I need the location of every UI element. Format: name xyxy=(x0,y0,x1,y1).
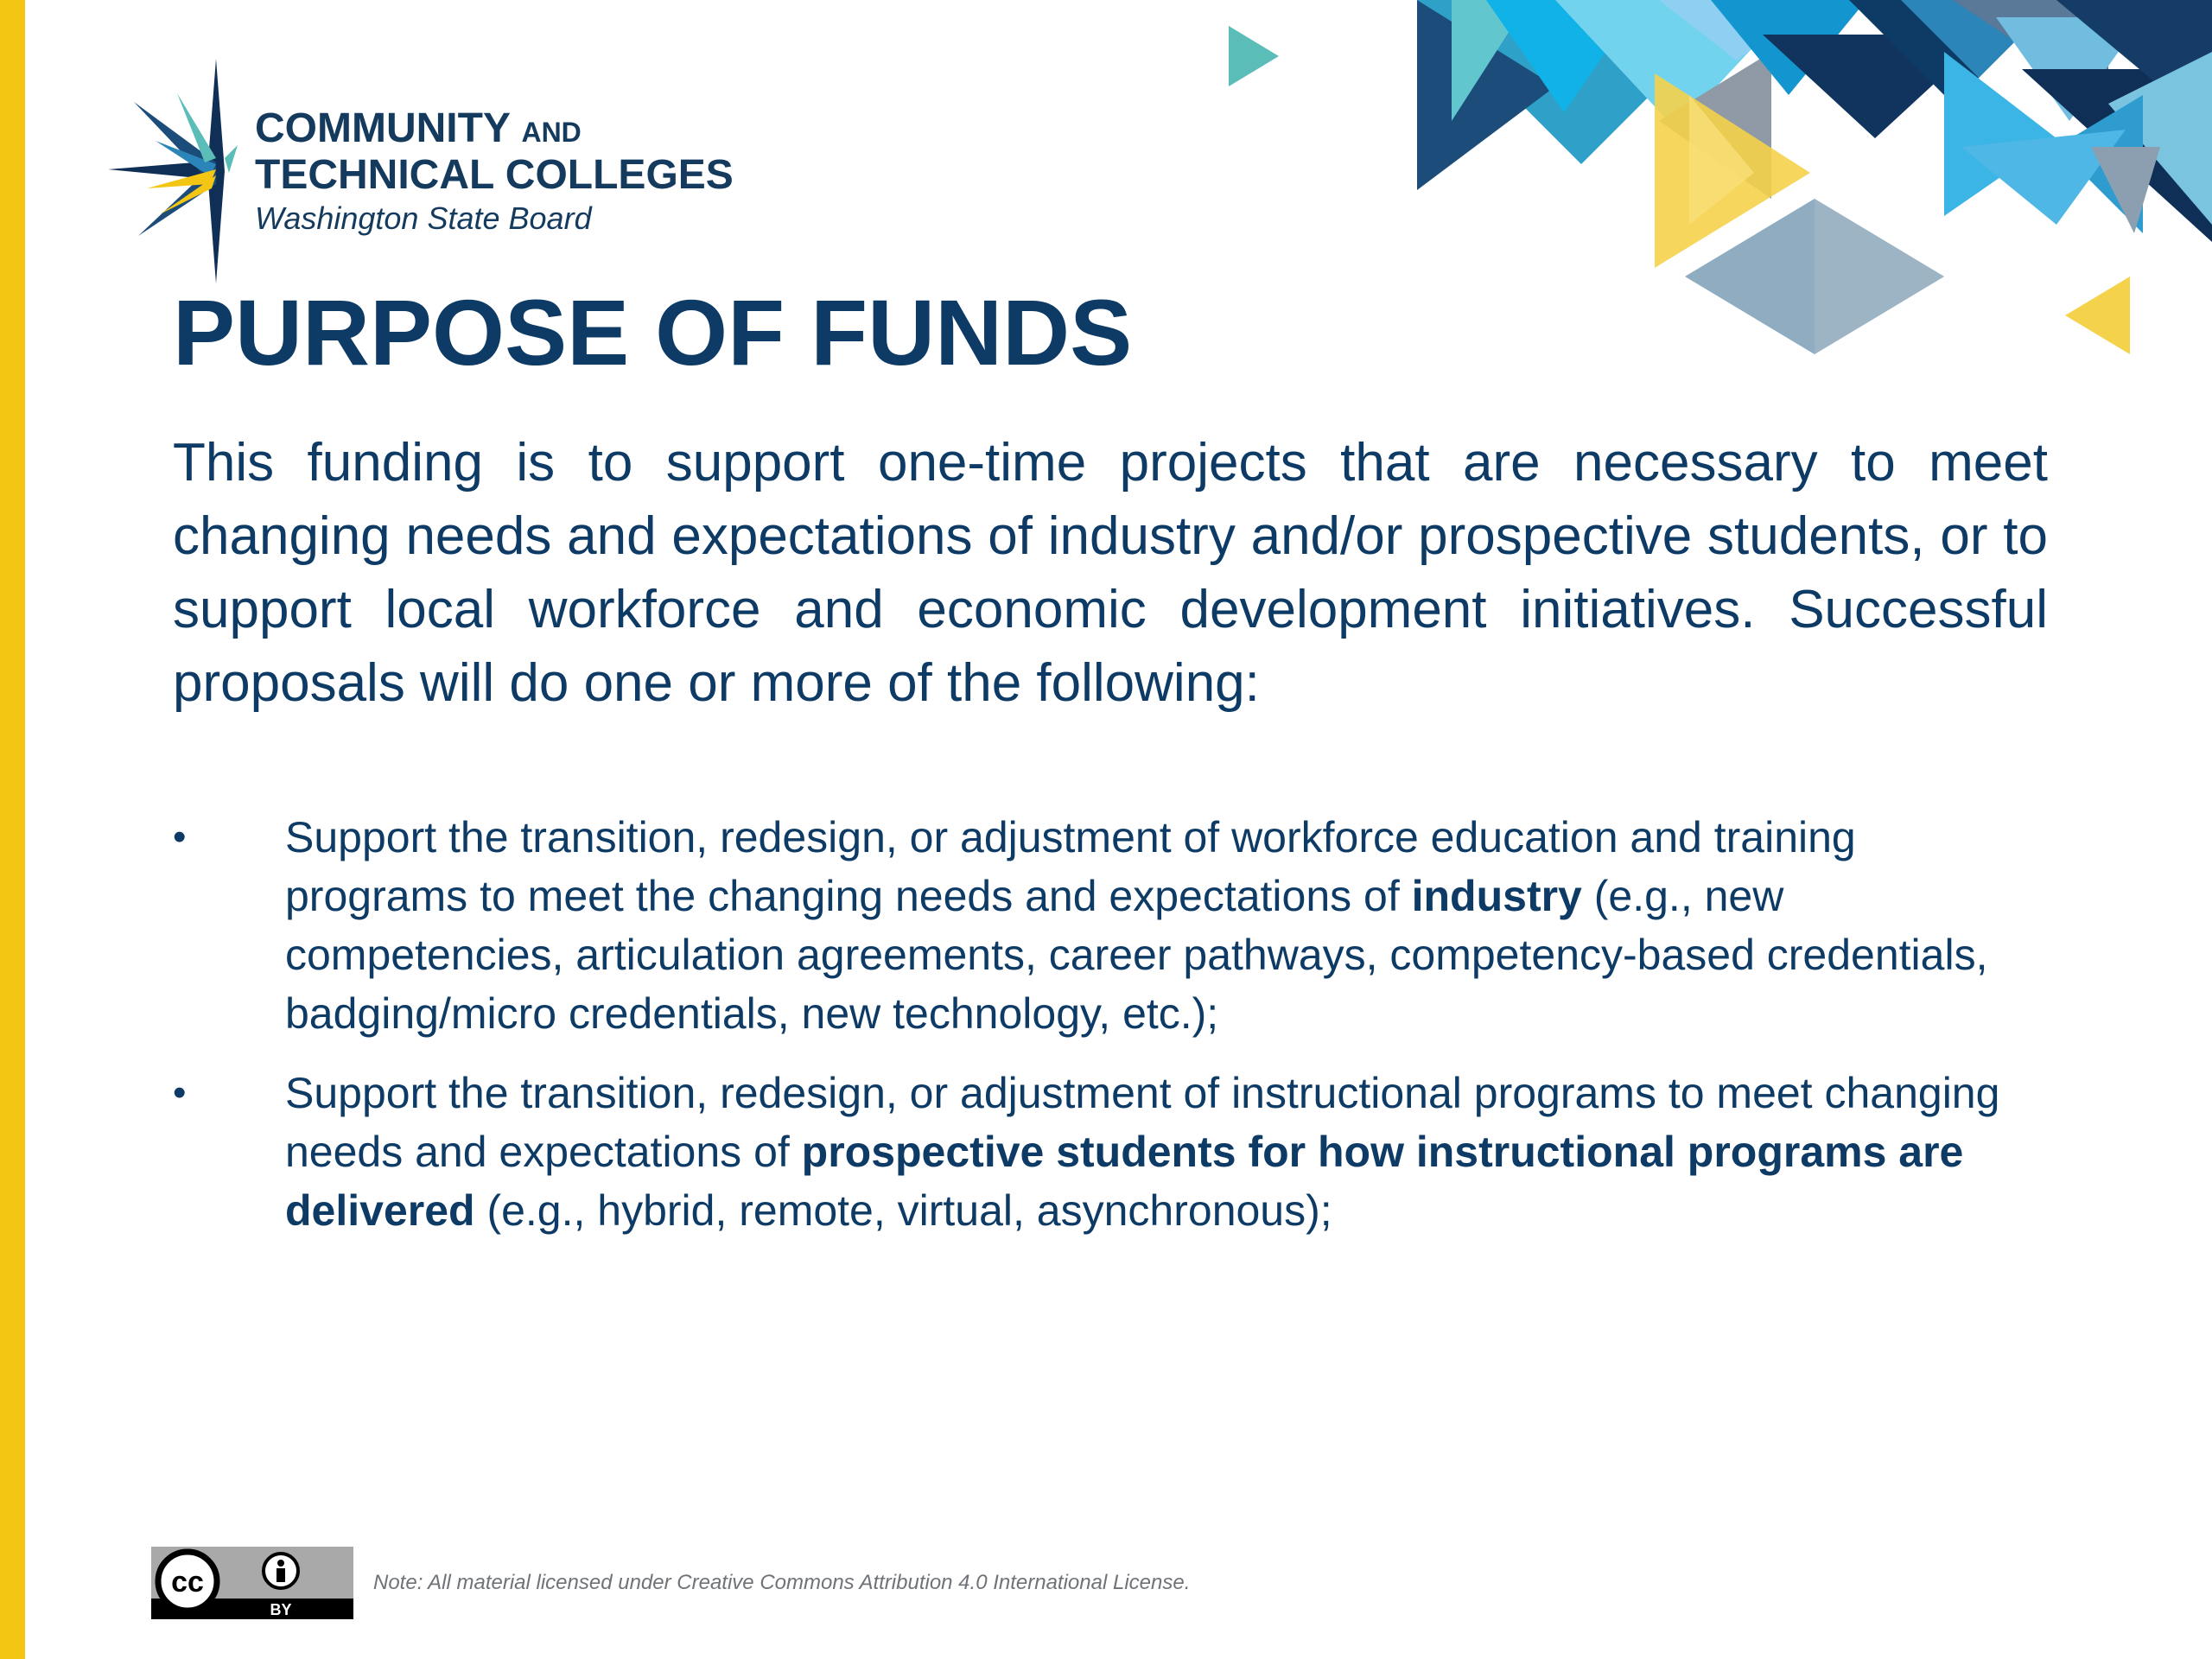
bullet-list xyxy=(173,808,2048,1261)
starburst-logo-icon xyxy=(108,59,238,283)
logo-line-community xyxy=(255,107,734,154)
bullet-item xyxy=(173,1064,2048,1240)
bullet-marker: • xyxy=(173,1071,187,1114)
bullet-item xyxy=(173,808,2048,1043)
logo-and: AND xyxy=(521,117,582,148)
logo xyxy=(108,59,765,283)
logo-community: COMMUNITY xyxy=(255,105,511,151)
bullet-emphasis: prospective students for how instructional programs are delivered xyxy=(285,1128,1964,1235)
bullet-text: Support the transition, redesign, or adjustment of workforce education and training programs to meet the changing needs and expectations of xyxy=(285,813,1856,920)
bullet-emphasis: industry xyxy=(1411,872,1582,920)
bullet-text-end: (e.g., new competencies, articulation agreements, career pathways, competency-based credentials, badging/micro credentials, new technology, etc.); xyxy=(285,872,1988,1038)
logo-washington-state-board: Washington State Board xyxy=(255,200,592,236)
logo-technical-colleges: TECHNICAL COLLEGES xyxy=(255,152,734,198)
bullet-text-end: (e.g., hybrid, remote, virtual, asynchronous); xyxy=(474,1186,1332,1235)
bullet-marker: • xyxy=(173,816,187,858)
cc-label: cc xyxy=(171,1566,204,1599)
by-label: BY xyxy=(270,1601,292,1618)
left-accent-bar xyxy=(0,0,25,1659)
creative-commons-by-icon[interactable] xyxy=(151,1547,353,1619)
license-note: Note: All material licensed under Creative Commons Attribution 4.0 International License. xyxy=(373,1571,1191,1594)
decorative-triangles xyxy=(1192,0,2212,380)
logo-text xyxy=(255,107,734,240)
intro-paragraph: This funding is to support one-time projects that are necessary to meet changing needs and expectations of industry and/or prospective students, or to support local workforce and economic development initiatives. Successful proposals will do one or more of the following: xyxy=(173,433,2048,713)
bullet-text: Support the transition, redesign, or adjustment of instructional programs to meet changing needs and expectations of xyxy=(285,1069,2000,1176)
slide-title: PURPOSE OF FUNDS xyxy=(173,280,1133,385)
